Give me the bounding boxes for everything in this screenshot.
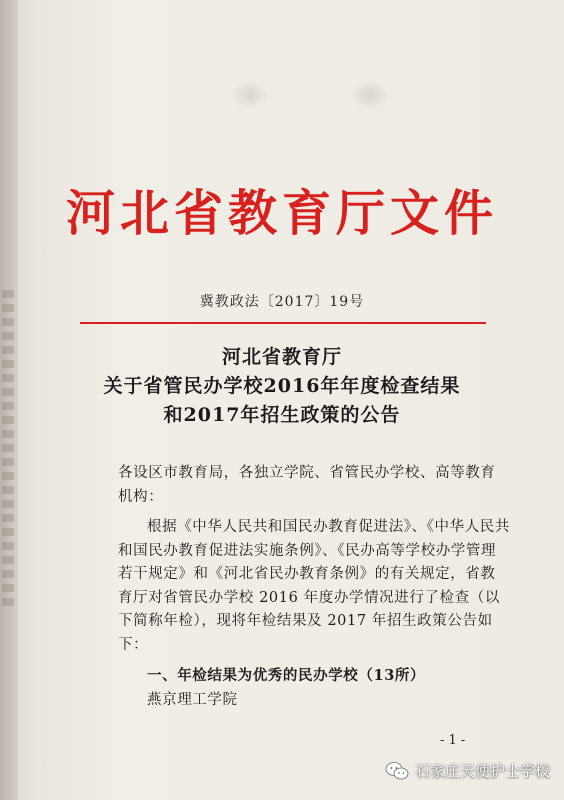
wechat-icon (385, 761, 409, 781)
school-list-item: 燕京理工学院 (147, 692, 238, 708)
bleed-through-mark (350, 80, 390, 110)
addressee-line-1: 各设区市教育局，各独立学院、省管民办学校、高等教育 (118, 465, 496, 481)
document-number: 冀教政法〔2017〕19号 (199, 294, 365, 310)
bleed-through-text (2, 290, 14, 610)
page-number: - 1 - (440, 733, 466, 748)
title-line-2: 关于省管民办学校2016年年度检查结果 (103, 375, 461, 397)
account-watermark (385, 760, 550, 781)
addressee-line-2: 机构： (118, 488, 164, 505)
section-heading: 一、年检结果为优秀的民办学校（13所） (147, 667, 426, 684)
announcement-title (0, 343, 564, 430)
watermark-text: 石家庄天使护士学校 (414, 762, 550, 780)
bleed-through-mark (230, 80, 270, 110)
addressee (118, 462, 510, 509)
title-line-3: 和2017年招生政策的公告 (163, 404, 401, 426)
body-paragraph: 根据《中华人民共和国民办教育促进法》、《中华人民共和国民办教育促进法实施条例》、《民办高等学校办学管理若干规定》和《河北省民办教育条例》的有关规定，省教育厅对省管民办学校 2016 年度办学情况进行了检查（以下简称年检），现将年检结果及 2017 年招生政策公告如下： (118, 519, 510, 653)
red-header-title: 河北省教育厅文件 (65, 184, 498, 242)
title-line-1: 河北省教育厅 (221, 346, 342, 368)
red-divider-line (80, 322, 486, 324)
